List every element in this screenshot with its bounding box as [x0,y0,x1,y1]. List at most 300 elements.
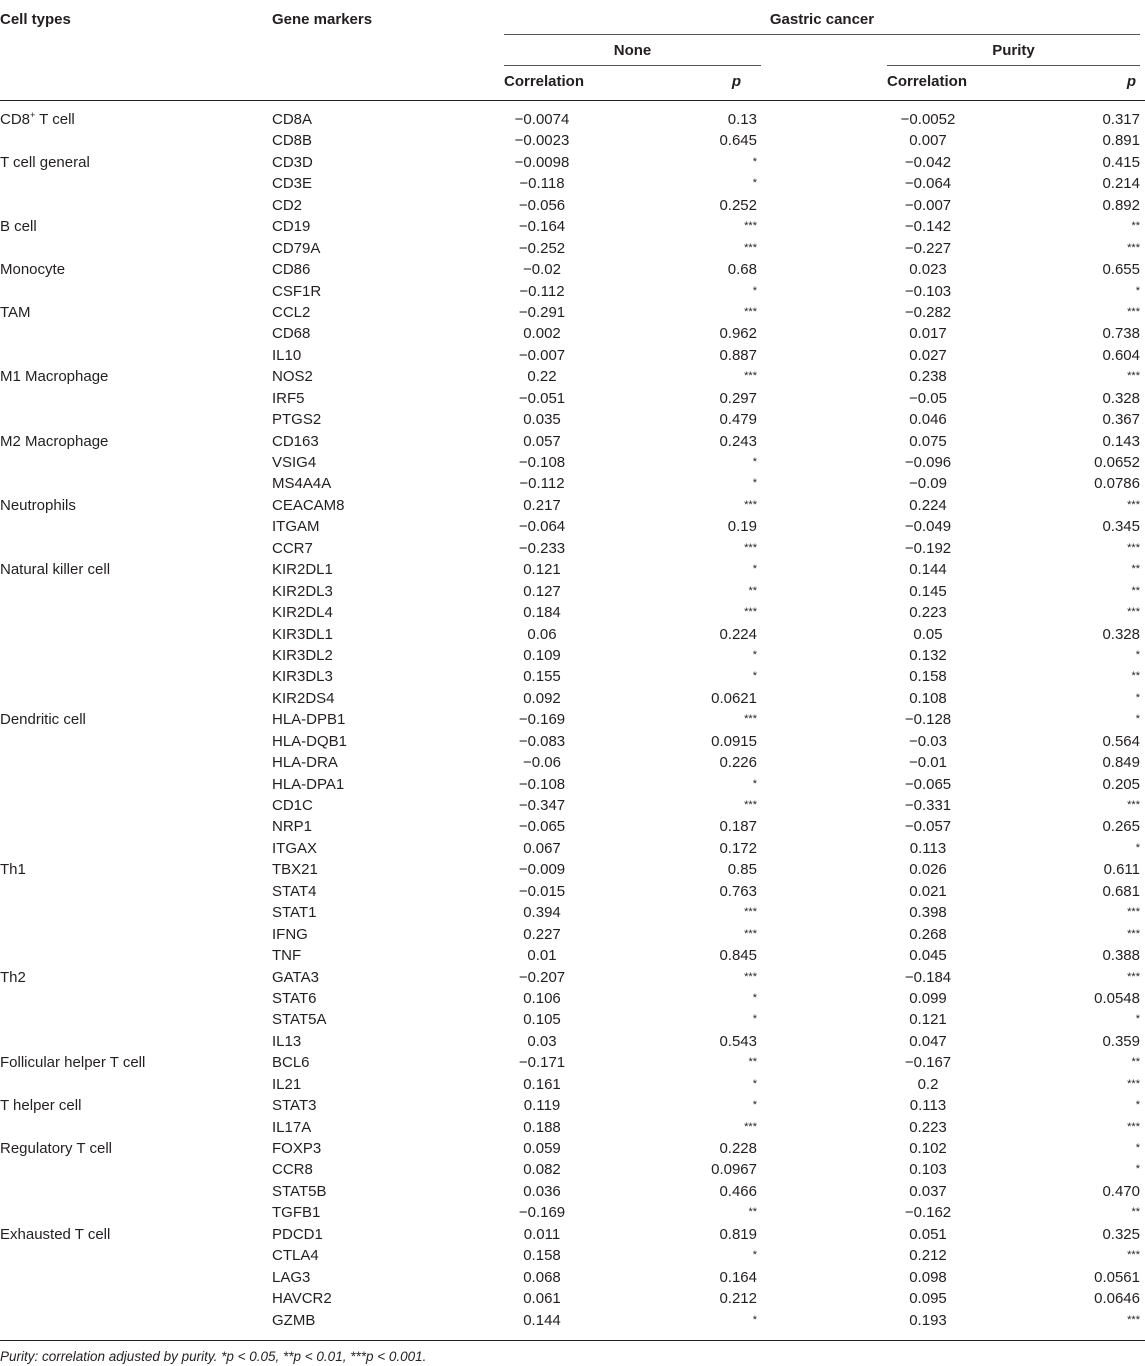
none-correlation: −0.347 [518,797,566,814]
none-p-value: 0.243 [719,432,757,450]
none-correlation: 0.161 [523,1075,561,1093]
purity-correlation: 0.103 [909,1161,947,1179]
purity-correlation: 0.398 [909,904,947,922]
gene-marker: STAT5B [272,1182,327,1200]
table-row [0,409,1145,430]
none-correlation: 0.22 [527,368,557,386]
none-correlation: 0.035 [523,411,561,429]
gene-marker: BCL6 [272,1054,310,1072]
purity-p-value: 0.849 [1102,754,1140,772]
none-p-value: ** [748,584,757,597]
cell-type: Exhausted T cell [0,1225,111,1243]
purity-correlation: 0.007 [909,132,947,150]
table-row [0,709,1145,730]
purity-correlation: 0.223 [909,1118,947,1136]
gene-marker: HLA-DQB1 [272,732,348,750]
purity-p-value: * [1135,648,1140,661]
purity-correlation: −0.05 [909,389,947,407]
purity-correlation: −0.057 [904,818,952,836]
table-row [0,838,1145,859]
table-row [0,130,1145,151]
gene-marker: CD163 [272,432,319,450]
rule-table-bottom [0,1340,1145,1341]
none-correlation: −0.0023 [514,132,570,150]
purity-correlation: −0.142 [904,218,952,236]
gene-marker: MS4A4A [272,475,332,493]
table-body [0,109,1145,1331]
gene-marker: HLA-DRA [272,754,338,772]
none-correlation: −0.252 [518,239,566,257]
cell-type: TAM [0,303,31,321]
gene-marker: PTGS2 [272,411,322,429]
none-p-value: 0.252 [719,196,757,214]
none-p-value: * [752,777,757,790]
table-row [0,967,1145,988]
purity-p-value: *** [1127,241,1140,254]
gene-marker: CD86 [272,261,311,279]
table-row [0,366,1145,387]
gene-marker: HLA-DPB1 [272,711,346,729]
purity-correlation: −0.103 [904,282,952,300]
table-row [0,816,1145,837]
none-p-value: 0.819 [719,1225,757,1243]
purity-p-value: *** [1127,498,1140,511]
table-row [0,1095,1145,1116]
purity-correlation: 0.238 [909,368,947,386]
purity-correlation: −0.331 [904,797,952,814]
none-p-value: 0.887 [719,346,757,364]
purity-p-value: ** [1131,1206,1140,1219]
none-p-value: 0.212 [719,1290,757,1308]
none-p-value: 0.962 [719,325,757,343]
cell-type: B cell [0,218,37,236]
cell-type-superscript: + [30,110,36,120]
none-p-value: *** [744,713,757,726]
none-correlation: 0.119 [523,1097,561,1115]
purity-p-value: 0.892 [1102,196,1140,214]
gene-marker: CD8B [272,132,313,150]
none-p-value: *** [744,541,757,554]
table-row [0,323,1145,344]
purity-p-value: *** [1127,1313,1140,1326]
none-correlation: 0.121 [523,561,561,579]
none-correlation: −0.108 [518,775,566,793]
none-correlation: 0.061 [523,1290,561,1308]
none-correlation: −0.118 [519,175,565,193]
purity-correlation: 0.268 [909,925,947,943]
table-row [0,281,1145,302]
table-row [0,859,1145,880]
gene-marker: IRF5 [272,389,305,407]
purity-correlation: 0.051 [909,1225,947,1243]
purity-correlation: 0.027 [909,346,947,364]
table-row [0,945,1145,966]
gene-marker: LAG3 [272,1268,311,1286]
none-p-value: 0.228 [719,1140,757,1157]
purity-p-value: 0.317 [1102,111,1140,128]
none-correlation: 0.002 [523,325,561,343]
table-row [0,1288,1145,1309]
purity-correlation: 0.047 [909,1032,947,1050]
none-p-value: ** [748,1056,757,1069]
none-p-value: 0.13 [727,111,757,128]
none-p-value: *** [744,498,757,511]
purity-correlation: 0.017 [909,325,947,343]
table-row [0,1052,1145,1073]
cell-type: M2 Macrophage [0,432,109,450]
gene-marker: CD1C [272,797,313,814]
none-correlation: −0.169 [518,711,566,729]
purity-correlation: −0.128 [904,711,952,729]
table-row [0,774,1145,795]
none-p-value: * [752,670,757,683]
gene-marker: GATA3 [272,968,319,986]
purity-correlation: 0.145 [909,582,947,600]
none-correlation: 0.057 [523,432,561,450]
purity-p-value: 0.0548 [1094,989,1140,1007]
table-row [0,688,1145,709]
none-p-value: *** [744,927,757,940]
cell-type: Monocyte [0,261,66,279]
none-p-value: * [752,991,757,1004]
table-row [0,1074,1145,1095]
purity-p-value: 0.0786 [1094,475,1140,493]
purity-correlation: 0.021 [909,882,947,900]
purity-correlation: 0.193 [909,1311,947,1329]
none-correlation: 0.059 [523,1140,561,1157]
gene-marker: HAVCR2 [272,1290,332,1308]
none-p-value: 0.68 [727,261,757,279]
header-gastric-cancer: Gastric cancer [769,11,875,28]
purity-p-value: 0.325 [1102,1225,1140,1243]
purity-p-value: 0.143 [1102,432,1140,450]
purity-p-value: 0.564 [1102,732,1140,750]
header-cell-types: Cell types [0,11,71,28]
purity-correlation: 0.102 [909,1140,947,1157]
cell-type: Regulatory T cell [0,1140,113,1157]
none-correlation: −0.015 [518,882,566,900]
cell-type: Follicular helper T cell [0,1054,146,1072]
gene-marker: CD2 [272,196,303,214]
none-correlation: −0.02 [523,261,561,279]
none-p-value: * [752,284,757,297]
purity-p-value: 0.345 [1102,518,1140,536]
gene-marker: CEACAM8 [272,496,345,514]
none-correlation: −0.291 [518,303,566,321]
table-row [0,152,1145,173]
none-correlation: 0.06 [527,625,557,643]
purity-correlation: 0.045 [909,947,947,965]
purity-correlation: 0.026 [909,861,947,879]
purity-p-value: * [1135,284,1140,297]
none-correlation: 0.127 [523,582,561,600]
purity-correlation: −0.227 [904,239,952,257]
purity-correlation: −0.184 [904,968,952,986]
table-row [0,538,1145,559]
table-row [0,1009,1145,1030]
header-gene-markers: Gene markers [272,11,373,28]
cell-type: T cell general [0,153,90,171]
purity-correlation: −0.162 [904,1204,952,1222]
purity-p-value: 0.891 [1102,132,1140,150]
purity-p-value: 0.205 [1102,775,1140,793]
table-row [0,752,1145,773]
header-none-correlation: Correlation [504,73,585,90]
none-correlation: −0.083 [518,732,566,750]
table-row [0,559,1145,580]
cell-type: Neutrophils [0,496,76,514]
table-row [0,195,1145,216]
none-p-value: ** [748,1206,757,1219]
gene-marker: KIR3DL1 [272,625,333,643]
none-correlation: 0.158 [523,1247,561,1265]
none-correlation: 0.092 [523,689,561,707]
purity-p-value: 0.415 [1102,153,1140,171]
none-p-value: 0.85 [727,861,757,879]
none-correlation: 0.217 [523,496,561,514]
header-group-none: None [613,42,652,59]
purity-correlation: 0.099 [909,989,947,1007]
none-p-value: 0.0915 [711,732,757,750]
table-row [0,388,1145,409]
none-p-value: *** [744,305,757,318]
none-p-value: 0.479 [719,411,757,429]
cell-type: Th2 [0,968,26,986]
purity-p-value: 0.681 [1102,882,1140,900]
purity-p-value: 0.388 [1102,947,1140,965]
table-row [0,216,1145,237]
none-correlation: −0.169 [518,1204,566,1222]
purity-p-value: *** [1127,906,1140,919]
none-p-value: 0.543 [719,1032,757,1050]
table-row [0,473,1145,494]
none-p-value: *** [744,370,757,383]
gene-marker: KIR2DL1 [272,561,333,579]
none-p-value: * [752,177,757,190]
gene-marker: GZMB [272,1311,316,1329]
table-row [0,516,1145,537]
table-row [0,1181,1145,1202]
purity-p-value: 0.367 [1102,411,1140,429]
header-group-purity: Purity [992,42,1035,59]
purity-p-value: ** [1131,584,1140,597]
gene-marker: TBX21 [272,861,318,879]
purity-correlation: −0.167 [904,1054,952,1072]
none-correlation: −0.009 [518,861,566,879]
purity-p-value: *** [1127,370,1140,383]
gene-marker: STAT5A [272,1011,327,1029]
purity-correlation: −0.192 [904,539,952,557]
table-row [0,902,1145,923]
table-row [0,345,1145,366]
gene-marker: KIR2DL3 [272,582,333,600]
none-correlation: −0.207 [518,968,566,986]
none-correlation: 0.105 [523,1011,561,1029]
gene-marker: TNF [272,947,302,965]
cell-type: T helper cell [0,1097,82,1115]
purity-p-value: 0.738 [1102,325,1140,343]
none-correlation: 0.106 [523,989,561,1007]
purity-p-value: 0.604 [1102,346,1140,364]
none-correlation: −0.051 [518,389,566,407]
purity-correlation: 0.098 [909,1268,947,1286]
none-correlation: 0.011 [523,1225,561,1243]
cell-type: Natural killer cell [0,561,111,579]
gene-marker: CTLA4 [272,1247,319,1265]
gene-marker: VSIG4 [272,454,317,471]
purity-correlation: −0.049 [904,518,952,536]
purity-correlation: −0.096 [904,454,952,471]
purity-p-value: ** [1131,563,1140,576]
none-correlation: 0.227 [523,925,561,943]
none-p-value: *** [744,606,757,619]
none-p-value: 0.466 [719,1182,757,1200]
cell-type [0,109,75,130]
purity-correlation: 0.144 [909,561,947,579]
table-row [0,1159,1145,1180]
none-correlation: 0.036 [523,1182,561,1200]
none-p-value: * [752,1249,757,1262]
purity-correlation: −0.03 [909,732,947,750]
none-p-value: 0.297 [719,389,757,407]
none-correlation: −0.112 [519,475,565,493]
purity-correlation: 0.121 [909,1011,947,1029]
table-row [0,1267,1145,1288]
table-row [0,731,1145,752]
purity-correlation: −0.09 [909,475,947,493]
none-p-value: * [752,1077,757,1090]
table-row [0,1310,1145,1331]
none-p-value: *** [744,220,757,233]
none-correlation: 0.188 [523,1118,561,1136]
purity-p-value: *** [1127,1077,1140,1090]
purity-p-value: * [1135,1163,1140,1176]
table-row [0,1202,1145,1223]
purity-correlation: −0.282 [904,303,952,321]
gene-marker: TGFB1 [272,1204,321,1222]
purity-correlation: −0.01 [909,754,947,772]
none-correlation: 0.184 [523,604,561,622]
gene-marker: STAT3 [272,1097,317,1115]
none-p-value: 0.845 [719,947,757,965]
none-correlation: −0.0074 [514,111,570,128]
gene-marker: STAT6 [272,989,317,1007]
purity-correlation: 0.223 [909,604,947,622]
purity-correlation: 0.224 [909,496,947,514]
gene-marker: HLA-DPA1 [272,775,345,793]
table-row [0,109,1145,130]
table-row [0,1138,1145,1159]
purity-correlation: 0.023 [909,261,947,279]
purity-p-value: ** [1131,670,1140,683]
gene-marker: IL10 [272,346,302,364]
header-purity-p: p [1126,73,1136,90]
none-correlation: −0.06 [523,754,561,772]
none-correlation: −0.112 [519,282,565,300]
none-p-value: * [752,456,757,468]
table-row [0,452,1145,473]
purity-p-value: *** [1127,305,1140,318]
gene-marker: NRP1 [272,818,313,836]
none-correlation: −0.108 [518,454,566,471]
gene-marker: IL21 [272,1075,302,1093]
gene-marker: CD3E [272,175,313,193]
purity-p-value: * [1135,691,1140,704]
gene-marker: CCR7 [272,539,313,557]
purity-correlation: 0.212 [909,1247,947,1265]
table-row [0,1224,1145,1245]
none-correlation: 0.067 [523,839,561,857]
table-row [0,795,1145,816]
none-p-value: * [752,1013,757,1026]
none-p-value: * [752,155,757,168]
cell-type: M1 Macrophage [0,368,109,386]
cell-type-text-rest: T cell [35,111,75,128]
purity-correlation: 0.113 [909,839,947,857]
cell-type-text: CD8 [0,111,31,128]
gene-marker: PDCD1 [272,1225,323,1243]
gene-marker: CD79A [272,239,321,257]
none-p-value: * [752,563,757,576]
none-correlation: 0.144 [523,1311,561,1329]
none-p-value: 0.187 [719,818,757,836]
purity-correlation: −0.064 [904,175,952,193]
table-row [0,645,1145,666]
none-correlation: 0.03 [527,1032,557,1050]
purity-correlation: 0.132 [909,646,947,664]
none-correlation: −0.0098 [514,153,570,171]
purity-correlation: 0.05 [913,625,943,643]
purity-p-value: 0.655 [1102,261,1140,279]
gene-marker: KIR3DL2 [272,646,333,664]
purity-p-value: *** [1127,799,1140,811]
table-row [0,1031,1145,1052]
table-row [0,624,1145,645]
purity-p-value: * [1135,1013,1140,1026]
purity-correlation: 0.046 [909,411,947,429]
purity-p-value: 0.0652 [1094,454,1140,471]
gene-marker: ITGAM [272,518,320,536]
table-footnote: Purity: correlation adjusted by purity. *p < 0.05, **p < 0.01, ***p < 0.001. [0,1349,427,1364]
table-row [0,238,1145,259]
gene-marker: IFNG [272,925,308,943]
purity-correlation: 0.158 [909,668,947,686]
table-row [0,924,1145,945]
purity-correlation: −0.007 [904,196,952,214]
purity-p-value: * [1135,1142,1140,1154]
gene-marker: CD3D [272,153,313,171]
gene-marker: FOXP3 [272,1140,322,1157]
purity-p-value: 0.265 [1102,818,1140,836]
none-correlation: −0.065 [518,818,566,836]
none-p-value: * [752,1313,757,1326]
purity-correlation: 0.037 [909,1182,947,1200]
none-correlation: −0.007 [518,346,566,364]
rule-under-none [504,65,761,66]
gene-marker: KIR2DS4 [272,689,335,707]
none-p-value: 0.226 [719,754,757,772]
table-row [0,431,1145,452]
none-correlation: 0.082 [523,1161,561,1179]
table-row [0,666,1145,687]
cell-type: Dendritic cell [0,711,86,729]
purity-p-value: *** [1127,606,1140,619]
none-p-value: 0.0621 [711,689,757,707]
none-p-value: 0.224 [719,625,757,643]
purity-p-value: *** [1127,1249,1140,1262]
none-p-value: *** [744,799,757,811]
gene-marker: CD19 [272,218,311,236]
